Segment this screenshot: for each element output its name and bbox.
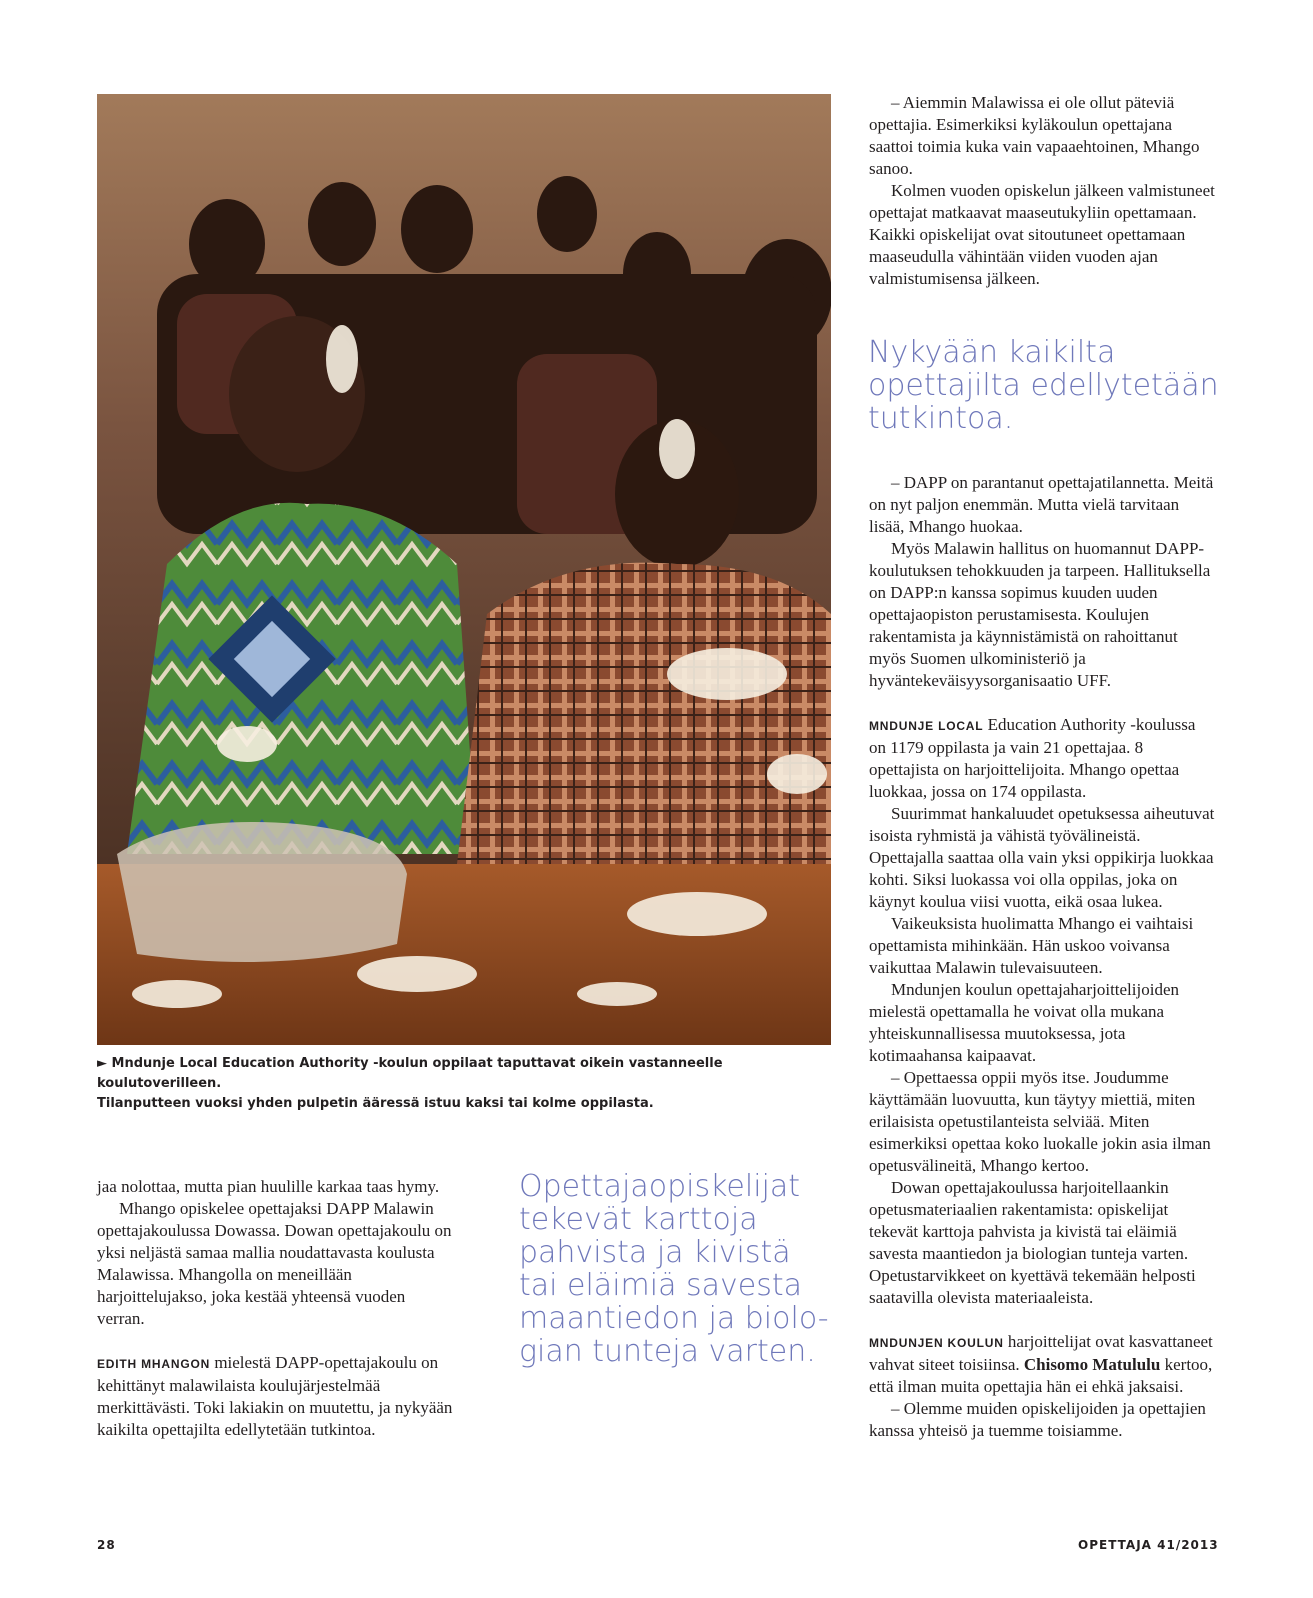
caption-line-2: Tilanputteen vuoksi yhden pulpetin ääressä istuu kaksi tai kolme oppilasta. <box>97 1096 654 1111</box>
left-column-bottom <box>97 1176 455 1441</box>
paragraph: Mndunjen koulun opettajaharjoittelijoiden mielestä opettamalla he voivat olla mukana yhteiskunnallisessa muutoksessa, jota kotimaahansa kaipaavat. <box>869 980 1179 1065</box>
pull-quote-line: tutkintoa. <box>868 401 1014 436</box>
right-column-main <box>869 472 1215 1442</box>
paragraph: – DAPP on parantanut opettajatilannetta. Meitä on nyt paljon enemmän. Mutta vielä tarvitaan lisää, Mhango huokaa. <box>869 473 1214 536</box>
section-lead: MNDUNJEN KOULUN <box>869 1336 1004 1350</box>
publication-footer: OPETTAJA 41/2013 <box>1078 1538 1219 1552</box>
pull-quote-line: Nykyään kaikilta <box>868 335 1116 370</box>
paragraph: Dowan opettajakoulussa harjoitellaankin opetusmateriaalien rakentamista: opiskelijat tekevät karttoja pahvista ja kivistä tai eläimiä savesta maantiedon ja biologian tunteja varten. Opetustarvikkeet on kyettävä tekemään helposti saatavilla olevista materiaaleista. <box>869 1178 1196 1307</box>
photo-caption <box>97 1054 837 1114</box>
page-number: 28 <box>97 1538 116 1552</box>
right-column-top <box>869 92 1215 290</box>
pull-quote-line: tekevät karttoja <box>519 1202 758 1237</box>
paragraph: Kolmen vuoden opiskelun jälkeen valmistuneet opettajat matkaavat maaseutukyliin opettamaan. Kaikki opiskelijat ovat sitoutuneet opettamaan maaseudulla vähintään viiden vuoden ajan valmistumisensa jälkeen. <box>869 181 1215 288</box>
caption-line-1: Mndunje Local Education Authority -koulun oppilaat taputtavat oikein vastanneelle koulutoverilleen. <box>97 1056 723 1091</box>
paragraph: Vaikeuksista huolimatta Mhango ei vaihtaisi opettamista mihinkään. Hän uskoo voivansa vaikuttaa Malawin tulevaisuuteen. <box>869 914 1194 977</box>
pull-quote-line: maantiedon ja biolo- <box>519 1301 829 1336</box>
section-lead: EDITH MHANGON <box>97 1357 211 1371</box>
paragraph: EDITH MHANGON mielestä DAPP-opettajakoulu on kehittänyt malawilaista koulujärjestelmää merkittävästi. Toki lakiakin on muutettu, ja nykyään kaikilta opettajilta edellytetään tutkintoa. <box>97 1353 453 1439</box>
pull-quote-line: Opettajaopiskelijat <box>519 1169 801 1204</box>
paragraph: MNDUNJEN KOULUN harjoittelijat ovat kasvattaneet vahvat siteet toisiinsa. Chisomo Matululu kertoo, että ilman muita opettajia hän ei ehkä jaksaisi. <box>869 1332 1213 1396</box>
paragraph: – Olemme muiden opiskelijoiden ja opettajien kanssa yhteisö ja tuemme toisiamme. <box>869 1399 1206 1440</box>
paragraph: Suurimmat hankaluudet opetuksessa aiheutuvat isoista ryhmistä ja vähistä työvälineistä. Opettajalla saattaa olla vain yksi oppikirja luokkaa kohti. Siksi luokassa voi olla oppilas, joka on käynyt koulua viisi vuotta, eikä osaa lukea. <box>869 804 1215 911</box>
paragraph: Mhango opiskelee opettajaksi DAPP Malawin opettajakoulussa Dowassa. Dowan opettajakoulu on yksi neljästä samaa mallia noudattavasta koulusta Malawissa. Mhangolla on meneillään harjoittelujakso, joka kestää yhteensä vuoden verran. <box>97 1199 452 1328</box>
pull-quote-middle <box>519 1170 829 1368</box>
paragraph: – Opettaessa oppii myös itse. Joudumme käyttämään luovuutta, kun täytyy miettiä, miten erilaisista opetustilanteista selviää. Miten esimerkiksi opettaa koko luokalle jokin asia ilman opetusvälineitä, Mhango kertoo. <box>869 1068 1211 1175</box>
caption-marker: ► <box>97 1056 107 1071</box>
paragraph: Myös Malawin hallitus on huomannut DAPP-koulutuksen tehokkuuden ja tarpeen. Hallituksella on DAPP:n kanssa sopimus kuuden uuden opettajaopiston perustamisesta. Koulujen rakentamista ja käynnistämistä on rahoittanut myös Suomen ulkoministeriö ja hyväntekeväisyysorganisaatio UFF. <box>869 539 1211 690</box>
pull-quote-line: pahvista ja kivistä <box>519 1235 791 1270</box>
paragraph: jaa nolottaa, mutta pian huulille karkaa taas hymy. <box>97 1177 440 1196</box>
pull-quote-right <box>868 336 1219 435</box>
pull-quote-line: tai eläimiä savesta <box>519 1268 803 1303</box>
pull-quote-line: gian tunteja varten. <box>519 1334 816 1369</box>
section-lead: MNDUNJE LOCAL <box>869 719 984 733</box>
paragraph: MNDUNJE LOCAL Education Authority -koulussa on 1179 oppilasta ja vain 21 opettajaa. 8 opettajista on harjoittelijoita. Mhango opettaa luokkaa, jossa on 174 oppilasta. <box>869 715 1196 801</box>
pull-quote-line: opettajilta edellytetään <box>868 368 1219 403</box>
paragraph: – Aiemmin Malawissa ei ole ollut päteviä opettajia. Esimerkiksi kyläkoulun opettajana saattoi toimia kuka vain vapaaehtoinen, Mhango sanoo. <box>869 93 1200 178</box>
person-name: Chisomo Matululu <box>1023 1355 1161 1374</box>
classroom-photo <box>97 94 831 1045</box>
